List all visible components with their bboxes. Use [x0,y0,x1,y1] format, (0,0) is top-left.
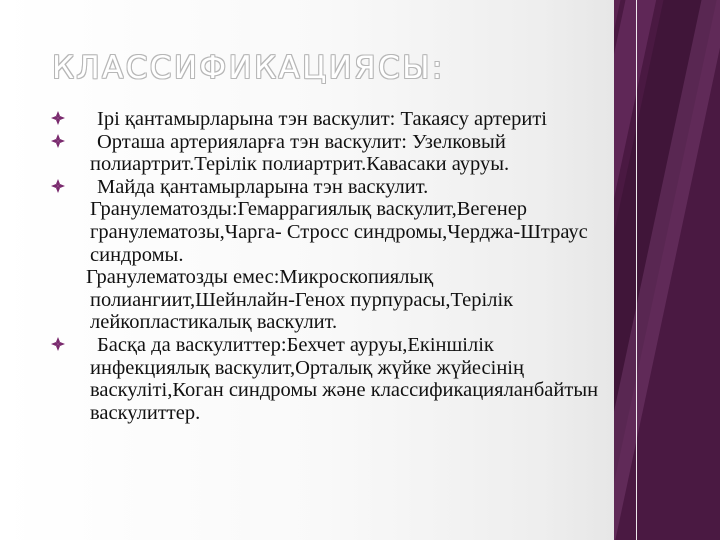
diamond-four-petal-icon [50,133,66,149]
list-item-label: Майда қантамырларына тэн васкулит. Гранулематозды:Гемаррагиялық васкулит,Вегенер гранулематозы,Чарга- Стросс синдромы,Черджа-Штраус синдромы. [90,175,588,266]
list-item-text [90,334,606,424]
decorative-vertical-line [636,0,637,540]
list-item [40,176,610,266]
list-item-text [90,131,606,176]
classification-list [40,108,610,424]
list-item-label: Орташа артерияларға тэн васкулит: Узелковый полиартрит.Терілік полиартрит.Кавасаки ауруы. [90,130,510,176]
decorative-side-band [614,0,720,540]
list-item-text [90,176,606,266]
list-item [40,108,610,131]
slide-title: КЛАССИФИКАЦИЯСЫ: [52,50,445,86]
list-item-continuation [40,266,610,334]
list-item-text [90,108,606,131]
list-item [40,131,610,176]
diamond-four-petal-icon [50,336,66,352]
list-item [40,334,610,424]
diamond-four-petal-icon [50,110,66,126]
list-item-label: Басқа да васкулиттер:Бехчет ауруы,Екіншілік инфекциялық васкулит,Орталық жүйке жүйесінің васкуліті,Коган синдромы және классификацияланбайтын васкулиттер. [90,333,599,424]
list-item-label: Ірі қантамырларына тэн васкулит: Такаясу артериті [97,108,547,130]
diamond-four-petal-icon [50,178,66,194]
list-item-label: Гранулематозды емес:Микроскопиялық полиангиит,Шейнлайн-Генох пурпурасы,Терілік лейкопластикалық васкулит. [86,266,514,334]
